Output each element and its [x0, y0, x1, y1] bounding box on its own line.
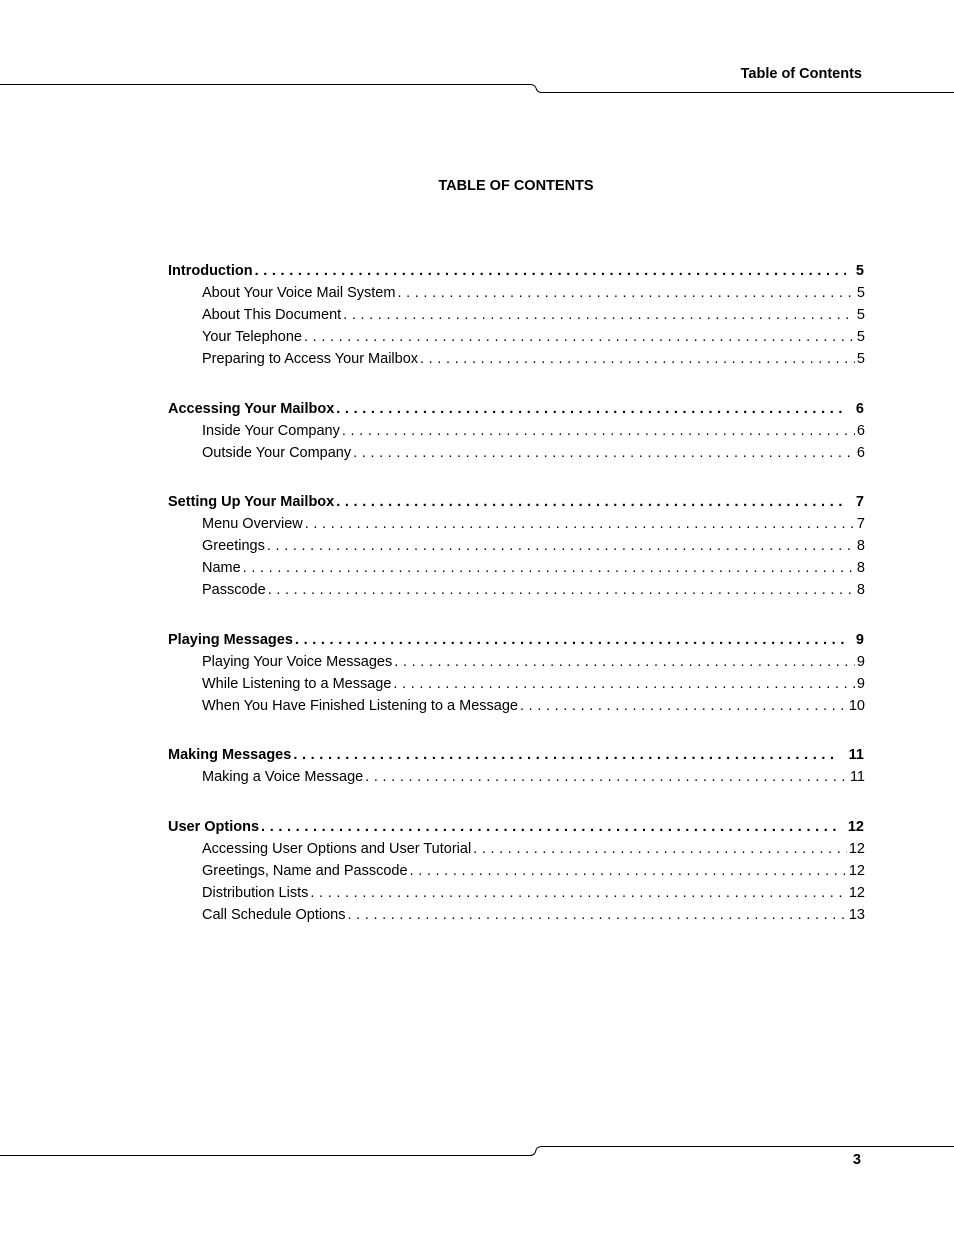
toc-subentry[interactable] — [168, 513, 865, 535]
dot-leader — [520, 695, 847, 717]
toc-subentry-title: Menu Overview — [202, 516, 303, 532]
toc-subentry-page: 5 — [856, 351, 865, 367]
toc-subentry-page: 12 — [848, 862, 865, 879]
toc-subentry-title: Inside Your Company — [202, 422, 340, 439]
dot-leader — [243, 557, 855, 579]
toc-subentry[interactable] — [168, 579, 865, 601]
toc-subentry-title: Playing Your Voice Messages — [202, 653, 393, 670]
toc-subentry[interactable] — [168, 882, 865, 904]
toc-chapter-entry[interactable] — [168, 744, 865, 766]
toc-chapter-title: Accessing Your Mailbox — [168, 400, 335, 417]
page-title: TABLE OF CONTENTS — [438, 178, 594, 194]
toc-subentry-page: 9 — [856, 675, 865, 692]
toc-subentry-title: Greetings — [202, 538, 265, 554]
toc-subentry-title: About Your Voice Mail System — [202, 285, 396, 301]
dot-leader — [305, 513, 855, 535]
toc-section — [168, 816, 865, 926]
toc-subentry-page: 8 — [856, 582, 865, 598]
toc-chapter-title: Playing Messages — [168, 631, 293, 648]
toc-subentry[interactable] — [168, 282, 865, 304]
toc-subentry-title: Making a Voice Message — [202, 769, 364, 785]
dot-leader — [336, 398, 846, 420]
toc-section — [168, 629, 865, 717]
toc-subentry-title: When You Have Finished Listening to a Message — [202, 697, 518, 714]
toc-subentry-title: Preparing to Access Your Mailbox — [202, 351, 419, 367]
header-rule — [0, 85, 954, 93]
dot-leader — [397, 282, 854, 304]
footer-rule — [0, 1147, 954, 1156]
dot-leader — [410, 860, 847, 882]
toc-subentry[interactable] — [168, 860, 865, 882]
dot-leader — [261, 816, 838, 838]
running-header: Table of Contents — [740, 66, 862, 82]
toc-subentry-title: Call Schedule Options — [202, 906, 346, 923]
toc-chapter-page: 5 — [855, 263, 864, 279]
toc-chapter-title: User Options — [168, 818, 260, 835]
toc-subentry-page: 10 — [848, 697, 865, 714]
toc-subentry[interactable] — [168, 838, 865, 860]
toc-subentry[interactable] — [168, 766, 865, 788]
toc-subentry-page: 5 — [856, 307, 865, 323]
toc-subentry-page: 11 — [849, 769, 865, 785]
toc-chapter-title: Making Messages — [168, 747, 292, 763]
dot-leader — [394, 651, 855, 673]
dot-leader — [365, 766, 848, 788]
toc-chapter-title: Setting Up Your Mailbox — [168, 494, 335, 510]
toc-chapter-entry[interactable] — [168, 816, 865, 838]
dot-leader — [295, 629, 846, 651]
toc-subentry[interactable] — [168, 673, 865, 695]
dot-leader — [255, 260, 846, 282]
toc-chapter-entry[interactable] — [168, 491, 865, 513]
toc-subentry[interactable] — [168, 535, 865, 557]
toc-chapter-page: 9 — [855, 631, 864, 648]
toc-chapter-entry[interactable] — [168, 260, 865, 282]
dot-leader — [304, 326, 855, 348]
toc-chapter-page: 11 — [848, 747, 864, 763]
dot-leader — [393, 673, 855, 695]
toc-subentry[interactable] — [168, 304, 865, 326]
dot-leader — [336, 491, 846, 513]
dot-leader — [343, 304, 855, 326]
toc-subentry[interactable] — [168, 695, 865, 717]
toc-subentry[interactable] — [168, 904, 865, 926]
toc-subentry-title: Passcode — [202, 582, 266, 598]
toc-subentry-page: 5 — [856, 285, 865, 301]
toc-subentry[interactable] — [168, 420, 865, 442]
page-number: 3 — [852, 1152, 861, 1168]
toc-subentry-page: 13 — [848, 906, 865, 923]
toc-section — [168, 491, 865, 601]
toc-subentry-title: Outside Your Company — [202, 444, 352, 461]
dot-leader — [420, 348, 855, 370]
toc-chapter-page: 7 — [855, 494, 864, 510]
toc-subentry-page: 7 — [856, 516, 865, 532]
dot-leader — [310, 882, 846, 904]
toc-subentry[interactable] — [168, 326, 865, 348]
dot-leader — [342, 420, 855, 442]
table-of-contents — [168, 260, 865, 953]
toc-chapter-title: Introduction — [168, 263, 253, 279]
toc-subentry[interactable] — [168, 442, 865, 464]
toc-chapter-page: 6 — [855, 400, 864, 417]
toc-chapter-entry[interactable] — [168, 629, 865, 651]
toc-subentry[interactable] — [168, 348, 865, 370]
toc-chapter-page: 12 — [847, 818, 864, 835]
toc-section — [168, 398, 865, 464]
toc-subentry-page: 8 — [856, 560, 865, 576]
toc-subentry-title: Greetings, Name and Passcode — [202, 862, 408, 879]
toc-subentry[interactable] — [168, 557, 865, 579]
toc-subentry-title: Accessing User Options and User Tutorial — [202, 840, 472, 857]
dot-leader — [268, 579, 855, 601]
toc-subentry-page: 8 — [856, 538, 865, 554]
toc-subentry[interactable] — [168, 651, 865, 673]
toc-subentry-page: 9 — [856, 653, 865, 670]
toc-section — [168, 744, 865, 788]
toc-subentry-page: 6 — [856, 444, 865, 461]
toc-subentry-page: 6 — [856, 422, 865, 439]
dot-leader — [347, 904, 846, 926]
dot-leader — [353, 442, 855, 464]
dot-leader — [473, 838, 847, 860]
dot-leader — [267, 535, 855, 557]
toc-subentry-title: About This Document — [202, 307, 342, 323]
toc-section — [168, 260, 865, 370]
toc-subentry-page: 5 — [856, 329, 865, 345]
toc-chapter-entry[interactable] — [168, 398, 865, 420]
toc-subentry-page: 12 — [848, 840, 865, 857]
dot-leader — [293, 744, 838, 766]
toc-subentry-page: 12 — [848, 884, 865, 901]
toc-subentry-title: Distribution Lists — [202, 884, 309, 901]
toc-subentry-title: Name — [202, 560, 241, 576]
toc-subentry-title: While Listening to a Message — [202, 675, 392, 692]
toc-subentry-title: Your Telephone — [202, 329, 302, 345]
